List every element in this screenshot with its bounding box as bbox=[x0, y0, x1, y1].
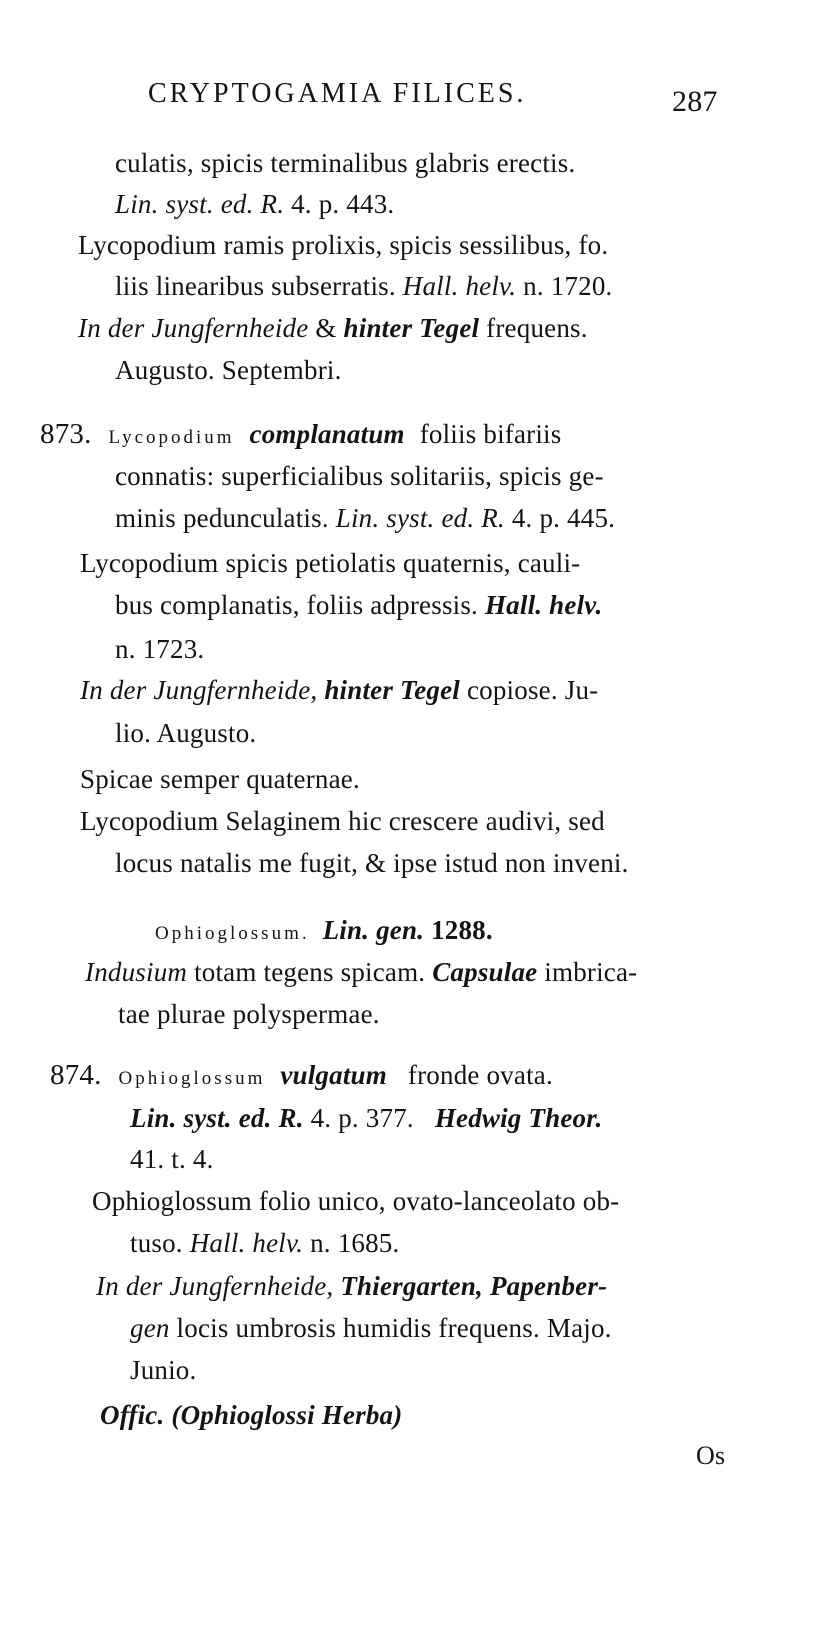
text-span: fronde ovata. bbox=[407, 1060, 553, 1090]
text-line: 41. t. 4. bbox=[130, 1144, 214, 1174]
text-span: locis umbrosis humidis frequens. Majo. bbox=[176, 1313, 612, 1343]
citation: Hall. helv. bbox=[402, 271, 517, 301]
text-line: lio. Augusto. bbox=[115, 718, 257, 748]
page-number: 287 bbox=[672, 85, 718, 118]
genus-name: Ophioglossum bbox=[118, 1068, 266, 1089]
citation-pages: 4. p. 445. bbox=[511, 503, 616, 533]
genus-heading bbox=[155, 912, 493, 952]
locality-line bbox=[78, 310, 588, 346]
text-line bbox=[130, 1310, 612, 1346]
locality: Thiergarten, bbox=[340, 1271, 484, 1301]
text-line: connatis: superficialibus solitariis, spicis ge- bbox=[115, 461, 604, 491]
citation-line bbox=[115, 186, 394, 222]
citation-pages: 4. p. 377. bbox=[310, 1103, 414, 1133]
text-line: tae plurae polyspermae. bbox=[118, 999, 380, 1029]
locality: In der Jungfernheide bbox=[78, 313, 309, 343]
citation-number: n. 1720. bbox=[523, 271, 613, 301]
genus-name: Lycopodium bbox=[108, 427, 235, 448]
citation-number: n. 1685. bbox=[310, 1228, 400, 1258]
text-line bbox=[115, 268, 613, 304]
citation-pages: 4. p. 443. bbox=[291, 189, 395, 219]
citation: Lin. gen. bbox=[322, 915, 425, 945]
entry-number: 873. bbox=[40, 418, 92, 450]
text-span: bus complanatis, foliis adpressis. bbox=[115, 590, 479, 620]
citation-line bbox=[130, 1100, 602, 1136]
text-line bbox=[115, 500, 615, 536]
species-name: complanatum bbox=[249, 419, 405, 449]
text-line: locus natalis me fugit, & ipse istud non inveni. bbox=[115, 848, 629, 878]
citation: Lin. syst. ed. R. bbox=[115, 189, 285, 219]
entry-873-heading bbox=[40, 416, 561, 456]
text-span: frequens. bbox=[486, 313, 588, 343]
citation: Hall. helv. bbox=[189, 1228, 304, 1258]
text-line bbox=[130, 1225, 399, 1261]
citation: Lin. syst. ed. R. bbox=[335, 503, 505, 533]
text-line: culatis, spicis terminalibus glabris erectis. bbox=[115, 148, 576, 178]
officinal-note: Offic. (Ophioglossi Herba) bbox=[100, 1400, 403, 1430]
text-line bbox=[115, 587, 602, 623]
text-span: copiose. Ju- bbox=[466, 675, 599, 705]
species-name: vulgatum bbox=[280, 1060, 387, 1090]
running-title: CRYPTOGAMIA FILICES. bbox=[148, 78, 527, 109]
locality: Papenber- bbox=[489, 1271, 608, 1301]
text-span: minis pedunculatis. bbox=[115, 503, 329, 533]
text-span: imbrica- bbox=[544, 957, 638, 987]
text-line: Lycopodium ramis prolixis, spicis sessilibus, fo. bbox=[78, 230, 609, 260]
term: Capsulae bbox=[432, 957, 538, 987]
text-line: Lycopodium Selaginem hic crescere audivi, sed bbox=[80, 806, 605, 836]
citation: Lin. syst. ed. R. bbox=[130, 1103, 304, 1133]
citation: Hall. helv. bbox=[484, 590, 603, 620]
text-span: tuso. bbox=[130, 1228, 183, 1258]
text-span: foliis bifariis bbox=[419, 419, 562, 449]
entry-number: 874. bbox=[50, 1059, 102, 1091]
citation-number: 1288. bbox=[431, 915, 493, 945]
locality: In der Jungfernheide, bbox=[96, 1271, 334, 1301]
text-line: Augusto. Septembri. bbox=[115, 355, 342, 385]
locality: hinter Tegel bbox=[324, 675, 461, 705]
genus-name: Ophioglossum. bbox=[155, 923, 310, 944]
text-line: Ophioglossum folio unico, ovato-lanceolato ob- bbox=[92, 1186, 620, 1216]
text-span: totam tegens spicam. bbox=[194, 957, 426, 987]
locality-line bbox=[80, 672, 598, 708]
term: Indusium bbox=[85, 957, 188, 987]
locality-line bbox=[96, 1268, 607, 1304]
text-line: Lycopodium spicis petiolatis quaternis, cauli- bbox=[80, 548, 581, 578]
text-line: Junio. bbox=[130, 1355, 197, 1385]
text-line bbox=[85, 954, 637, 990]
catchword: Os bbox=[696, 1441, 726, 1470]
citation: Hedwig Theor. bbox=[434, 1103, 603, 1133]
locality: In der Jungfernheide, bbox=[80, 675, 318, 705]
locality: hinter Tegel bbox=[343, 313, 480, 343]
text-span: liis linearibus subserratis. bbox=[115, 271, 396, 301]
text-line: n. 1723. bbox=[115, 634, 205, 664]
locality: gen bbox=[130, 1313, 170, 1343]
ampersand: & bbox=[315, 313, 337, 343]
text-line: Spicae semper quaternae. bbox=[80, 764, 360, 794]
entry-874-heading bbox=[50, 1057, 553, 1097]
